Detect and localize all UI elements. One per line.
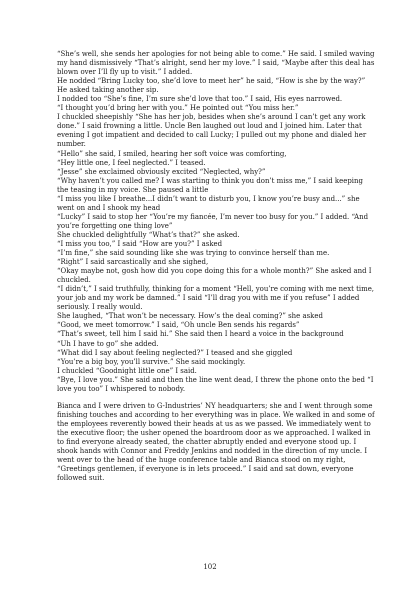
paragraph: “What did I say about feeling neglected?” I teased and she giggled (57, 348, 293, 357)
paragraph: “Good, we meet tomorrow.” I said, “Oh uncle Ben sends his regards” (57, 321, 300, 330)
paragraph: “Greetings gentlemen, if everyone is in lets proceed.” I said and sat down, everyone followed suit. (57, 465, 354, 483)
paragraph: I chuckled “Goodnight little one” I said. (57, 366, 197, 375)
paragraph: “Jesse” she exclaimed obviously excited “Neglected, why?” (57, 167, 266, 176)
paragraph: “Hey little one, I feel neglected.” I teased. (57, 158, 206, 167)
paragraph: “I miss you like I breathe...I didn’t want to disturb you, I know you’re busy and...” she went on and I shook my head (57, 194, 360, 212)
paragraph: “I thought you’d bring her with you.” He pointed out “You miss her.” (57, 104, 299, 113)
paragraph: “Lucky” I said to stop her “You’re my fiancée, I’m never too busy for you.” I added. “And you’re forgetting one thing love” (57, 212, 369, 230)
paragraph: “Bye, I love you.” She said and then the line went dead, I threw the phone onto the bed “I love you too” I whispered to nobody. (57, 375, 374, 393)
paragraph: “I didn’t,” I said truthfully, thinking for a moment “Hell, you’re coming with me next time, your job and my work be damned.” I said “I’ll drag you with me if you refuse” I added seriously. I really would. (57, 285, 375, 312)
paragraph: She laughed, “That won’t be necessary. How’s the deal coming?” she asked (57, 312, 323, 321)
paragraph: He nodded “Bring Lucky too, she’d love to meet her” he said, “How is she by the way?” He asked taking another sip. (57, 77, 366, 95)
paragraph: “Hello” she said, I smiled, hearing her soft voice was comforting, (57, 149, 287, 158)
paragraph: I nodded too “She’s fine, I’m sure she’d love that too.” I said, His eyes narrowed. (57, 95, 343, 104)
paragraph: “That’s sweet, tell him I said hi.” She said then I heard a voice in the background (57, 330, 344, 339)
paragraph: “Why haven’t you called me? I was starting to think you don’t miss me,” I said keeping the teasing in my voice. She paused a little (57, 176, 363, 194)
paragraph: “You’re a big boy, you’ll survive.” She said mockingly. (57, 357, 246, 366)
paragraph: Bianca and I were driven to G-Industries’ NY headquarters; she and I went through some finishing touches and according to her everything was in place. We walked in and some of the employees reverently bowed their heads at us as we passed. We immediately went to the executive floor; the usher opened the boardroom door as we approached. I walked in to find everyone already seated, the chatter abruptly ended and everyone stood up. I shook hands with Connor and Freddy Jenkins and nodded in the direction of my uncle. I went over to the head of the huge conference table and Bianca stood on my right, (57, 401, 375, 465)
paragraph: I chuckled sheepishly “She has her job, besides when she’s around I can’t get any work done.” I said frowning a little. Uncle Ben laughed out loud and I joined him. Later that evening I got impatient and decided to call Lucky; I pulled out my phone and dialed her number. (57, 113, 367, 149)
paragraph: “Uh I have to go” she added. (57, 339, 159, 348)
paragraph: “She’s well, she sends her apologies for not being able to come.” He said. I smiled waving my hand dismissively “That’s alright, send her my love.” I said, “Maybe after this deal has blown over I’ll fly up to visit.” I added. (57, 50, 375, 77)
paragraph: She chuckled delightfully “What’s that?” she asked. (57, 230, 240, 239)
paragraph: “I miss you too,” I said “How are you?” I asked (57, 239, 223, 248)
page-number: 102 (203, 563, 217, 571)
paragraph: “Okay maybe not, gosh how did you cope doing this for a whole month?” She asked and I chuckled. (57, 267, 372, 285)
body-text (57, 50, 375, 483)
paragraph: “I’m fine,” she said sounding like she was trying to convince herself than me. (57, 249, 330, 258)
paragraph: “Right” I said sarcastically and she sighed, (57, 258, 209, 267)
